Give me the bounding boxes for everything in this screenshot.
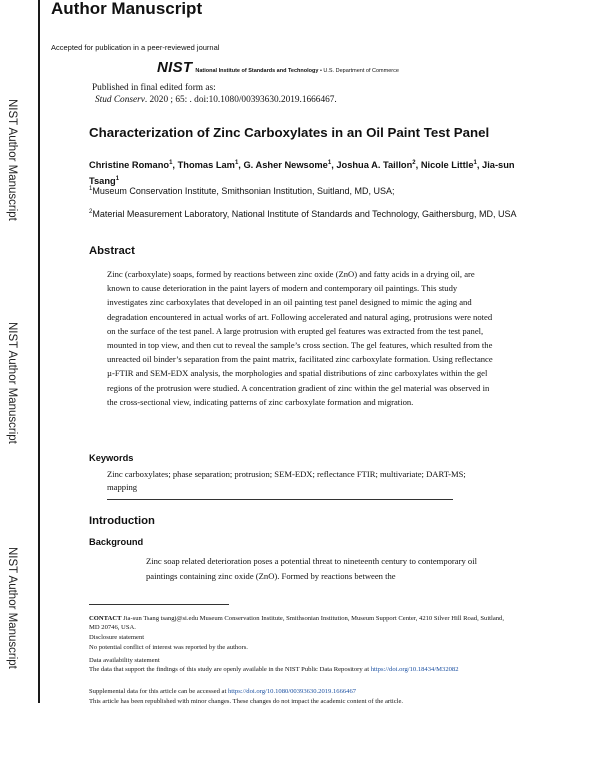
disclosure-text: No potential conflict of interest was reported by the authors.	[89, 644, 248, 651]
citation: . 2020 ; 65: . doi:10.1080/00393630.2019.1666467.	[144, 95, 337, 105]
author: Joshua A. Taillon$^2$,	[336, 160, 421, 171]
nist-banner	[157, 61, 399, 75]
background-heading: Background	[89, 537, 144, 547]
author: Nicole Little$^1$,	[420, 160, 483, 171]
keywords-text: Zinc carboxylates; phase separation; protrusion; SEM-EDX; reflectance FTIR; multivariate; DART-MS; mapping	[107, 469, 466, 492]
side-label-top: NIST Author Manuscript	[6, 99, 18, 221]
introduction-text: Zinc soap related deterioration poses a potential threat to nineteenth century to contemporary oil paintings containing zinc oxide (ZnO). Formed by reactions between the	[146, 556, 477, 581]
keywords-heading: Keywords	[89, 453, 134, 463]
affiliation-2: $^2$Material Measurement Laboratory, National Institute of Standards and Technology, Gaithersburg, MD, USA	[89, 209, 517, 219]
author: Thomas Lam$^1$,	[177, 160, 244, 171]
abstract-text: Zinc (carboxylate) soaps, formed by reactions between zinc oxide (ZnO) and fatty acids in a drying oil, are known to cause deterioration in the paint layers of modern and contemporary oil paintings. This study investigates zinc carboxylates that developed in an oil painting test panel designed to mimic the aging and degradation encountered in actual works of art. Following accelerated and natural aging, protrusions were noted on the surface of the test panel. A large protrusion with erupted gel features was extracted from the test panel, mounted in top view, and then cut to reveal the sample’s cross section. The gel features, which resulted from the unreacted oil binder’s separation from the paint matrix, facilitated zinc carboxylate formation. Using reflectance µ-FTIR and SEM-EDX analysis, the morphologies and spatial distributions of zinc carboxylates within the gel regions of the protrusion were studied. A concentration gradient of zinc within the gel material was observed in the cross-sectional view, indicating patterns of zinc carboxylate formation and migration.	[107, 269, 493, 407]
data-availability-heading: Data availability statement	[89, 657, 160, 664]
contact-footnote: CONTACT Jia-sun Tsang tsangj@si.edu Museum Conservation Institute, Smithsonian Institution, Museum Support Center, 4210 Silver Hill Road, Suitland, MD 20746, USA.	[89, 615, 505, 632]
footnote-divider	[89, 604, 229, 605]
side-label-bottom: NIST Author Manuscript	[6, 547, 18, 669]
affiliation-1: $^1$Museum Conservation Institute, Smithsonian Institution, Suitland, MD, USA;	[89, 186, 395, 196]
data-repository-link[interactable]: https://doi.org/10.18434/M32082	[370, 666, 459, 673]
supplemental-text: Supplemental data for this article can be accessed at https://doi.org/10.1080/00393630.2019.1666467	[89, 688, 357, 695]
author-manuscript-title: Author Manuscript	[51, 0, 203, 18]
author: G. Asher Newsome$^1$,	[243, 160, 337, 171]
introduction-heading: Introduction	[89, 515, 155, 527]
paper-title: Characterization of Zinc Carboxylates in an Oil Paint Test Panel	[89, 125, 490, 140]
publication-info: Published in final edited form as: Stud Conserv. 2020 ; 65: . doi:10.1080/00393630.2019.1666467.	[92, 83, 337, 105]
side-label-middle: NIST Author Manuscript	[6, 322, 18, 444]
data-availability-text: The data that support the findings of this study are openly available in the NIST Public Data Repository at https://doi.org/10.18434/M32082	[89, 666, 459, 673]
supplemental-link[interactable]: https://doi.org/10.1080/00393630.2019.1666467	[227, 688, 357, 695]
journal-name: Stud Conserv	[95, 95, 145, 105]
nist-logo: NIST	[157, 59, 193, 76]
left-margin-bar	[38, 0, 40, 703]
republish-note: This article has been republished with minor changes. These changes do not impact the academic content of the article.	[89, 698, 404, 705]
abstract-heading: Abstract	[89, 245, 135, 257]
author: Christine Romano$^1$,	[89, 160, 178, 171]
author: Jia-sun Tsang$^1$	[89, 160, 515, 186]
author-manuscript-subtitle: Accepted for publication in a peer-reviewed journal	[51, 43, 220, 52]
keywords-divider	[107, 499, 453, 500]
nist-agency-text: National Institute of Standards and Technology • U.S. Department of Commerce	[195, 68, 399, 74]
disclosure-heading: Disclosure statement	[89, 634, 145, 641]
